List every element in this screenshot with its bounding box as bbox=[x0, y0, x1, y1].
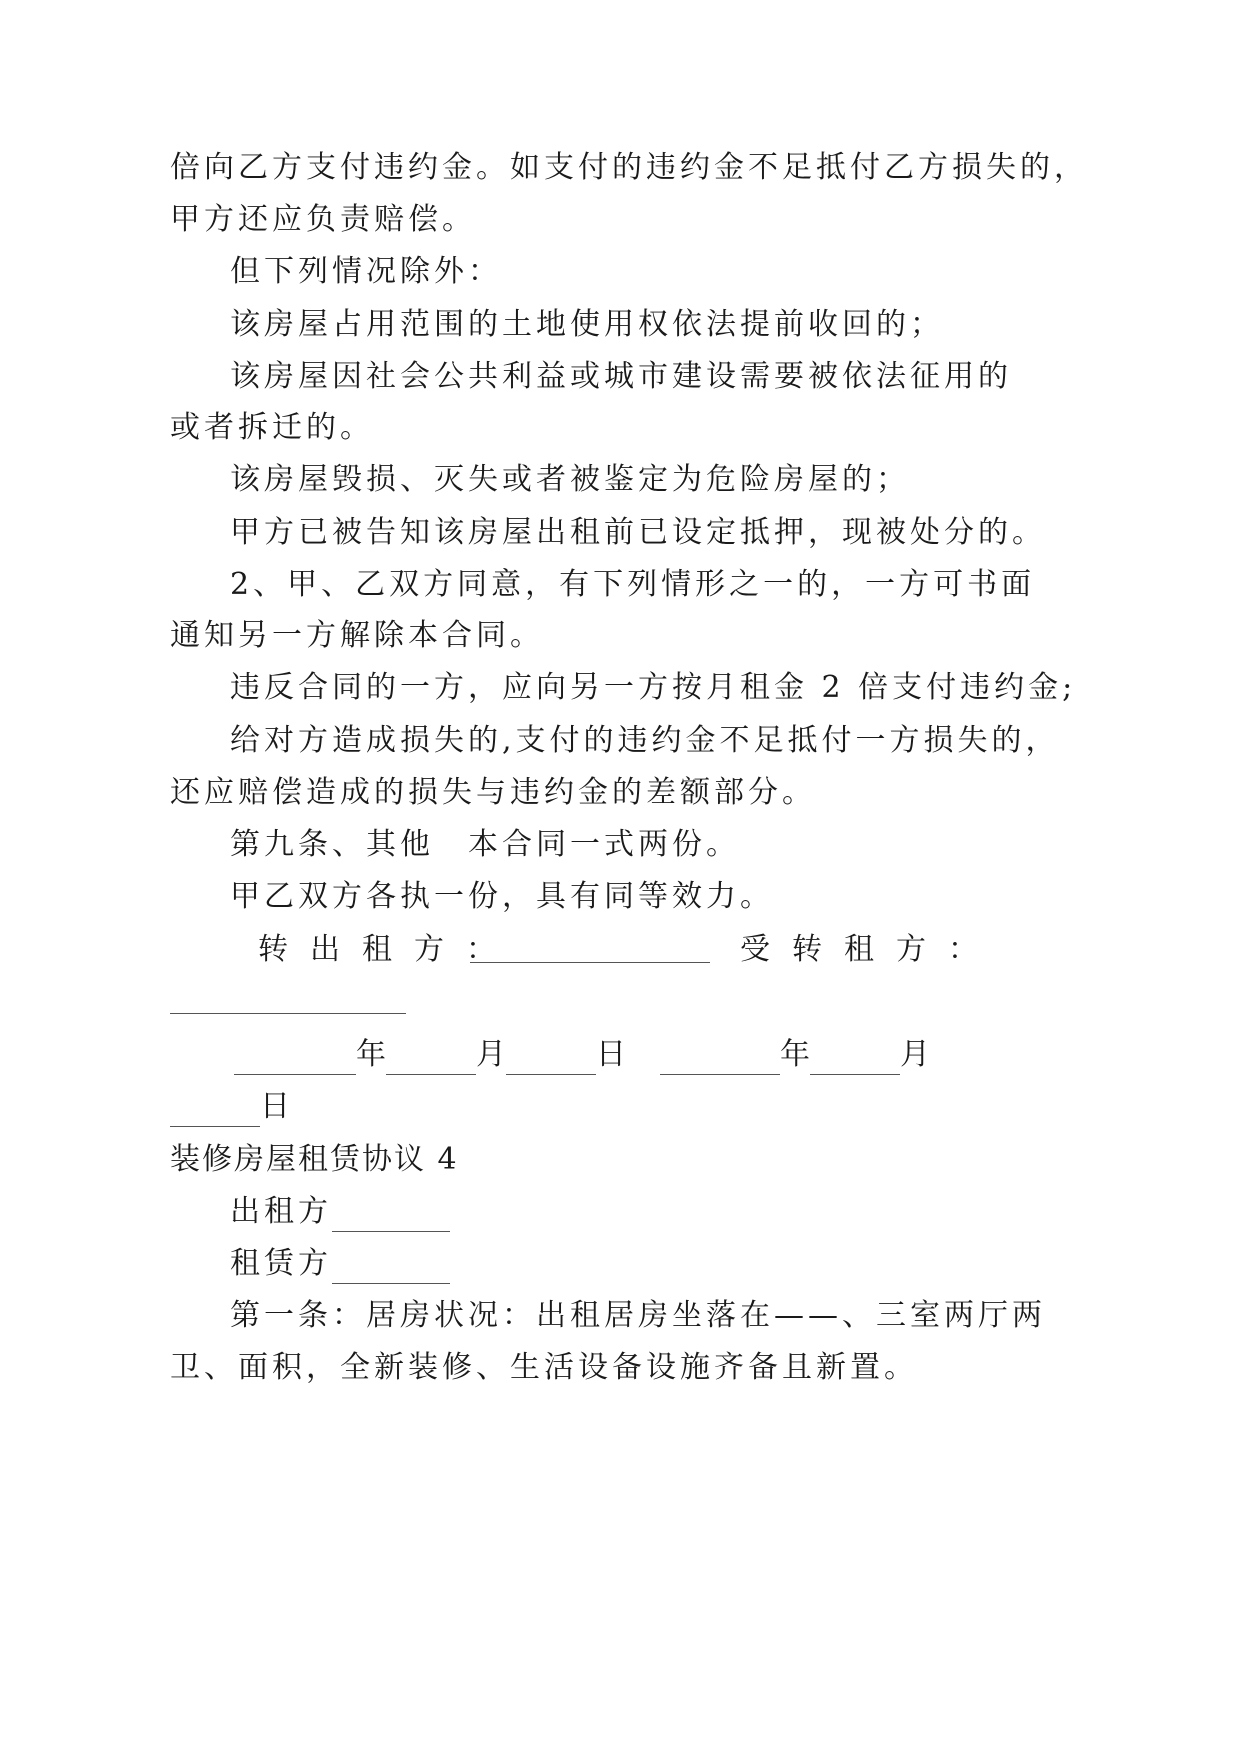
lessor-label: 出租方 bbox=[230, 1194, 332, 1229]
blank-month-1 bbox=[386, 1046, 476, 1075]
paragraph-line: 还应赔偿造成的损失与违约金的差额部分。 bbox=[170, 775, 816, 810]
year-label: 年 bbox=[356, 1037, 386, 1072]
day-label: 日 bbox=[260, 1089, 290, 1124]
date-line bbox=[234, 1035, 930, 1075]
transferor-signature-line bbox=[470, 962, 710, 963]
article-one-line: 第一条：居房状况：出租居房坐落在——、三室两厅两 bbox=[230, 1298, 1046, 1333]
paragraph-line: 2、甲、乙双方同意，有下列情形之一的，一方可书面 bbox=[230, 567, 1036, 602]
blank-day-2 bbox=[170, 1098, 260, 1127]
lessee-label: 租赁方 bbox=[230, 1246, 332, 1281]
section-title: 装修房屋租赁协议 4 bbox=[170, 1142, 459, 1177]
paragraph-line: 第九条、其他 本合同一式两份。 bbox=[230, 827, 740, 862]
month-label: 月 bbox=[900, 1037, 930, 1072]
day-label: 日 bbox=[596, 1037, 626, 1072]
paragraph-line: 该房屋占用范围的土地使用权依法提前收回的； bbox=[230, 307, 944, 342]
year-label: 年 bbox=[780, 1037, 810, 1072]
blank-month-2 bbox=[810, 1046, 900, 1075]
transferee-label: 受转租方： bbox=[740, 932, 1000, 967]
paragraph-line: 或者拆迁的。 bbox=[170, 410, 374, 445]
transferee-signature-line bbox=[170, 1013, 406, 1014]
paragraph-line: 该房屋毁损、灭失或者被鉴定为危险房屋的； bbox=[230, 462, 910, 497]
lessor-line bbox=[230, 1192, 450, 1232]
blank-day-1 bbox=[506, 1046, 596, 1075]
month-label: 月 bbox=[476, 1037, 506, 1072]
blank-year-2 bbox=[660, 1046, 780, 1075]
article-one-line: 卫、面积，全新装修、生活设备设施齐备且新置。 bbox=[170, 1350, 918, 1385]
paragraph-line: 倍向乙方支付违约金。如支付的违约金不足抵付乙方损失的， bbox=[170, 150, 1088, 185]
paragraph-line: 但下列情况除外： bbox=[230, 254, 502, 289]
paragraph-line: 违反合同的一方，应向另一方按月租金 2 倍支付违约金; bbox=[230, 670, 1077, 705]
lessee-blank bbox=[332, 1255, 450, 1284]
transferor-label: 转出租方： bbox=[258, 932, 518, 967]
blank-year-1 bbox=[234, 1046, 356, 1075]
paragraph-line: 甲方已被告知该房屋出租前已设定抵押，现被处分的。 bbox=[230, 515, 1046, 550]
paragraph-line: 甲乙双方各执一份，具有同等效力。 bbox=[230, 879, 774, 914]
lessee-line bbox=[230, 1244, 450, 1284]
paragraph-line: 通知另一方解除本合同。 bbox=[170, 618, 544, 653]
paragraph-line: 该房屋因社会公共利益或城市建设需要被依法征用的 bbox=[230, 359, 1012, 394]
lessor-blank bbox=[332, 1203, 450, 1232]
date-line-cont bbox=[170, 1087, 290, 1127]
paragraph-line: 给对方造成损失的,支付的违约金不足抵付一方损失的， bbox=[230, 723, 1060, 758]
paragraph-line: 甲方还应负责赔偿。 bbox=[170, 202, 476, 237]
